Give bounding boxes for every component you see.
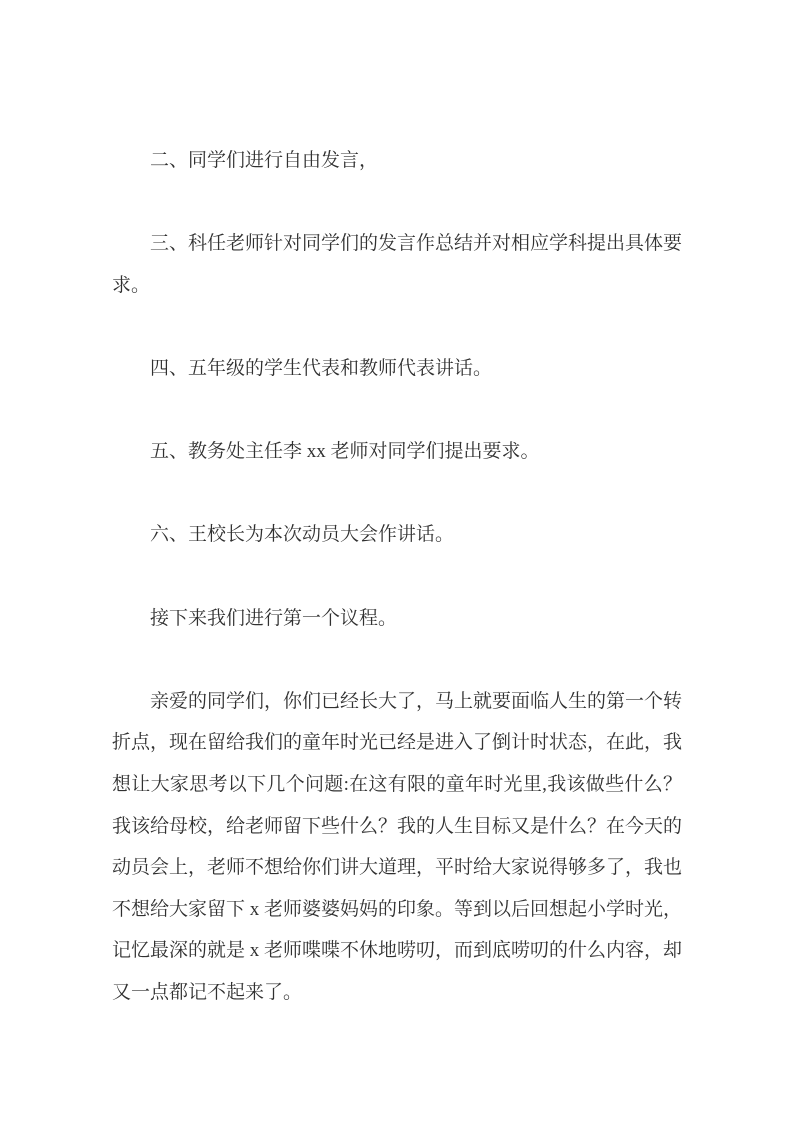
agenda-item-6: 六、王校长为本次动员大会作讲话。: [150, 524, 455, 546]
speech-paragraph: 亲爱的同学们，你们已经长大了，马上就要面临人生的第一个转折点，现在留给我们的童年时光已经是进入了倒计时状态，在此，我想让大家思考以下几个问题:在这有限的童年时光里,我该做些什么？我该给母校，给老师留下些什么？我的人生目标又是什么？在今天的动员会上，老师不想给你们讲大道理，平时给大家说得够多了，我也不想给大家留下 x 老师婆婆妈妈的印象。等到以后回想起小学时光，记忆最深的就是 x 老师喋喋不休地唠叨，而到底唠叨的什么内容，却又一点都记不起来了。: [112, 690, 683, 1003]
agenda-item-2: 二、同学们进行自由发言，: [150, 150, 379, 171]
agenda-item-5: 五、教务处主任李 xx 老师对同学们提出要求。: [150, 441, 540, 463]
agenda-item-4: 四、五年级的学生代表和教师代表讲话。: [150, 357, 493, 379]
agenda-item-3: 三、科任老师针对同学们的发言作总结并对相应学科提出具体要求。: [112, 233, 683, 296]
transition-sentence: 接下来我们进行第一个议程。: [150, 607, 398, 629]
